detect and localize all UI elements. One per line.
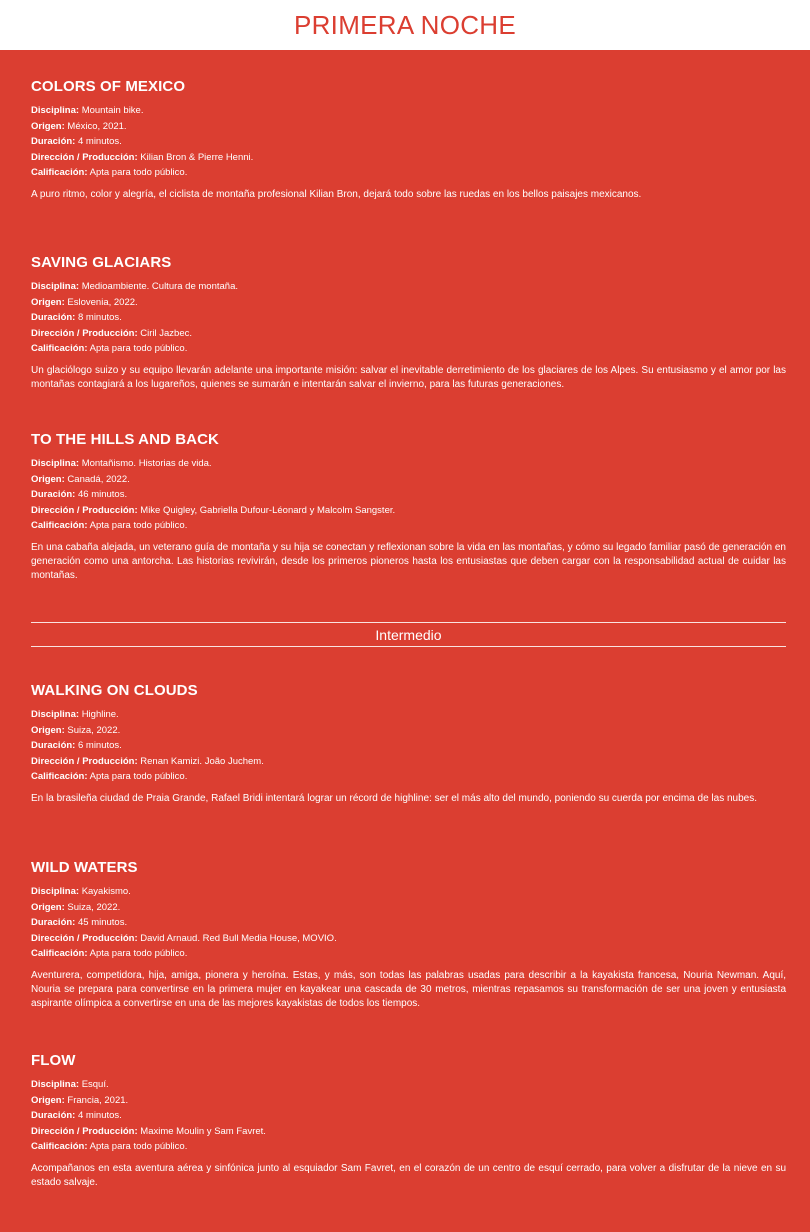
film-synopsis: Un glaciólogo suizo y su equipo llevarán adelante una importante misión: salvar el inevitable derretimiento de los glaciares de los Alpes. Su entusiasmo y el amor por las montañas contagiará a los lugareños, quienes se sumarán e intentarán salvar el invierno, para las futuras generaciones. — [31, 364, 786, 390]
film-direction: Dirección / Producción: David Arnaud. Red Bull Media House, MOVIO. — [31, 932, 337, 944]
film-title: WILD WATERS — [31, 859, 138, 876]
film-title: TO THE HILLS AND BACK — [31, 431, 219, 448]
film-duration: Duración: 45 minutos. — [31, 917, 128, 929]
film-origin: Origen: Suiza, 2022. — [31, 724, 121, 736]
film-direction: Dirección / Producción: Mike Quigley, Gabriella Dufour-Léonard y Malcolm Sangster. — [31, 504, 396, 516]
intermission-divider — [31, 622, 786, 647]
film-wild-waters — [31, 859, 786, 1011]
film-duration: Duración: 6 minutos. — [31, 740, 122, 752]
film-rating: Calificación: Apta para todo público. — [31, 520, 188, 532]
film-synopsis: En una cabaña alejada, un veterano guía de montaña y su hija se conectan y reflexionan sobre la vida en las montañas, y cómo su legado familiar pasó de generación en generación como una antorcha. Las historias revivirán, desde los primeros pioneros hasta los entusiastas que deben cargar con la responsabilidad actual de cuidar las montañas. — [31, 541, 786, 581]
page-title: PRIMERA NOCHE — [293, 9, 517, 40]
film-title: SAVING GLACIARS — [31, 254, 172, 271]
film-synopsis: A puro ritmo, color y alegría, el ciclista de montaña profesional Kilian Bron, dejará todo sobre las ruedas en los bellos paisajes mexicanos. — [31, 188, 642, 200]
film-direction: Dirección / Producción: Renan Kamizi. João Juchem. — [31, 755, 264, 767]
film-title: FLOW — [31, 1052, 76, 1069]
film-colors-of-mexico — [31, 78, 786, 202]
page-header — [0, 0, 810, 50]
film-discipline: Disciplina: Mountain bike. — [31, 105, 144, 116]
film-direction: Dirección / Producción: Ciril Jazbec. — [31, 327, 193, 339]
film-origin: Origen: Eslovenia, 2022. — [31, 296, 138, 308]
film-walking-on-clouds — [31, 682, 786, 806]
film-rating: Calificación: Apta para todo público. — [31, 771, 188, 783]
film-synopsis: Acompañanos en esta aventura aérea y sinfónica junto al esquiador Sam Favret, en el corazón de un centro de esquí cerrado, para volver a disfrutar de la nieve en su estado salvaje. — [31, 1162, 786, 1188]
film-rating: Calificación: Apta para todo público. — [31, 167, 188, 179]
film-synopsis: Aventurera, competidora, hija, amiga, pionera y heroína. Estas, y más, son todas las palabras usadas para describir a la kayakista francesa, Nouria Newman. Aquí, Nouria se prepara para convertirse en la primera mujer en kayakear una cascada de 30 metros, mientras repasamos su transformación de ser una joven y entusiasta aspirante olímpica a convertirse en una de las mejores kayakistas de todos los tiempos. — [31, 969, 786, 1009]
film-duration: Duración: 8 minutos. — [31, 312, 122, 324]
intermission-label: Intermedio — [375, 626, 442, 643]
film-origin: Origen: Canadá, 2022. — [31, 473, 130, 485]
film-to-the-hills-and-back — [31, 431, 786, 583]
film-rating: Calificación: Apta para todo público. — [31, 948, 188, 960]
film-origin: Origen: Francia, 2021. — [31, 1094, 129, 1106]
film-direction: Dirección / Producción: Maxime Moulin y Sam Favret. — [31, 1125, 266, 1137]
film-title: WALKING ON CLOUDS — [31, 682, 198, 699]
film-discipline: Disciplina: Highline. — [31, 709, 119, 720]
film-rating: Calificación: Apta para todo público. — [31, 343, 188, 355]
film-synopsis: En la brasileña ciudad de Praia Grande, Rafael Bridi intentará lograr un récord de highline: ser el más alto del mundo, poniendo su cuerda por encima de las nubes. — [31, 792, 757, 804]
film-duration: Duración: 46 minutos. — [31, 489, 128, 501]
film-discipline: Disciplina: Esquí. — [31, 1079, 109, 1090]
film-flow — [31, 1052, 786, 1190]
film-origin: Origen: Suiza, 2022. — [31, 901, 121, 913]
film-duration: Duración: 4 minutos. — [31, 1110, 122, 1122]
film-discipline: Disciplina: Kayakismo. — [31, 886, 131, 897]
film-direction: Dirección / Producción: Kilian Bron & Pierre Henni. — [31, 151, 254, 163]
film-origin: Origen: México, 2021. — [31, 120, 127, 132]
film-discipline: Disciplina: Montañismo. Historias de vida. — [31, 458, 212, 469]
film-rating: Calificación: Apta para todo público. — [31, 1141, 188, 1153]
film-discipline: Disciplina: Medioambiente. Cultura de montaña. — [31, 281, 239, 292]
film-duration: Duración: 4 minutos. — [31, 136, 122, 148]
film-saving-glaciars — [31, 254, 786, 392]
film-title: COLORS OF MEXICO — [31, 78, 186, 95]
